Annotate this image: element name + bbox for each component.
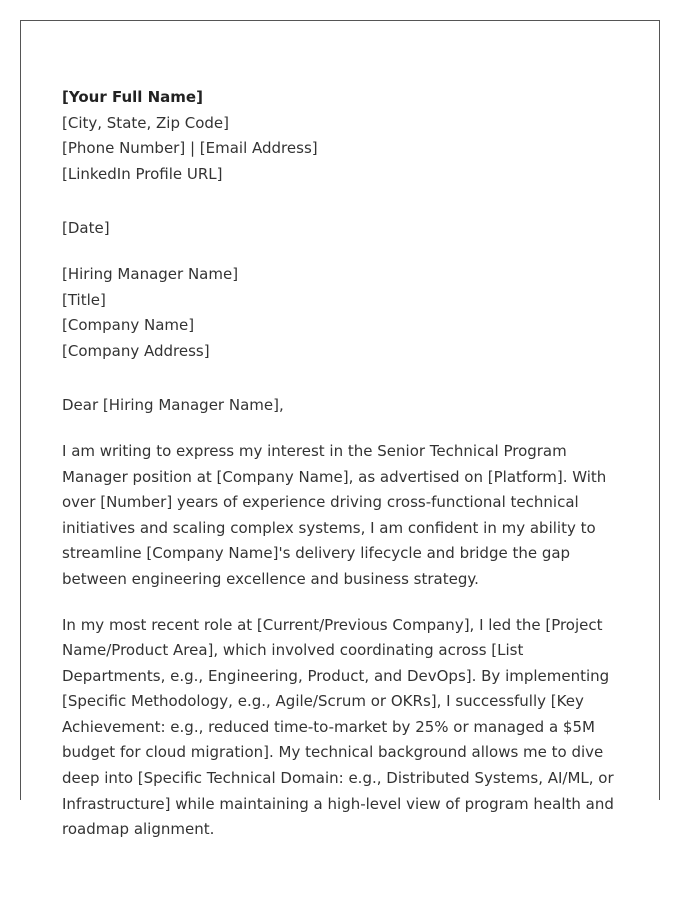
spacer [62,419,627,439]
sender-city: [City, State, Zip Code] [62,113,230,132]
spacer [62,593,627,613]
paragraph-intro: I am writing to express my interest in the Senior Technical Program Manager position at [Company Name], as advertised on [Platform]. With over [Number] years of experience driving cross-functional technical initiatives and scaling complex systems, I am confident in my ability to streamline [Company Name]'s delivery lifecycle and bridge the gap between engineering excellence and business strategy. [62,441,607,588]
paragraph-experience: In my most recent role at [Current/Previous Company], I led the [Project Name/Product Area], which involved coordinating across [List Departments, e.g., Engineering, Product, and DevOps]. By implementing [Specific Methodology, e.g., Agile/Scrum or OKRs], I successfully [Key Achievement: e.g., reduced time-to-market by 25% or managed a $5M budget for cloud migration]. My technical background allows me to dive deep into [Specific Technical Domain: e.g., Distributed Systems, AI/ML, or Infrastructure] while maintaining a high-level view of program health and roadmap alignment. [62,615,614,839]
spacer [62,364,627,393]
spacer [62,242,627,262]
recipient-manager: [Hiring Manager Name] [62,264,239,283]
recipient-address: [Company Address] [62,341,210,360]
spacer [62,187,627,216]
sender-name: [Your Full Name] [62,88,203,106]
document-page [20,20,660,839]
sender-contact: [Phone Number] | [Email Address] [62,139,318,158]
salutation: Dear [Hiring Manager Name], [62,396,284,415]
letter-body [62,85,627,843]
letter-date: [Date] [62,219,110,238]
recipient-company: [Company Name] [62,316,195,335]
recipient-title: [Title] [62,290,106,309]
sender-linkedin: [LinkedIn Profile URL] [62,164,223,183]
